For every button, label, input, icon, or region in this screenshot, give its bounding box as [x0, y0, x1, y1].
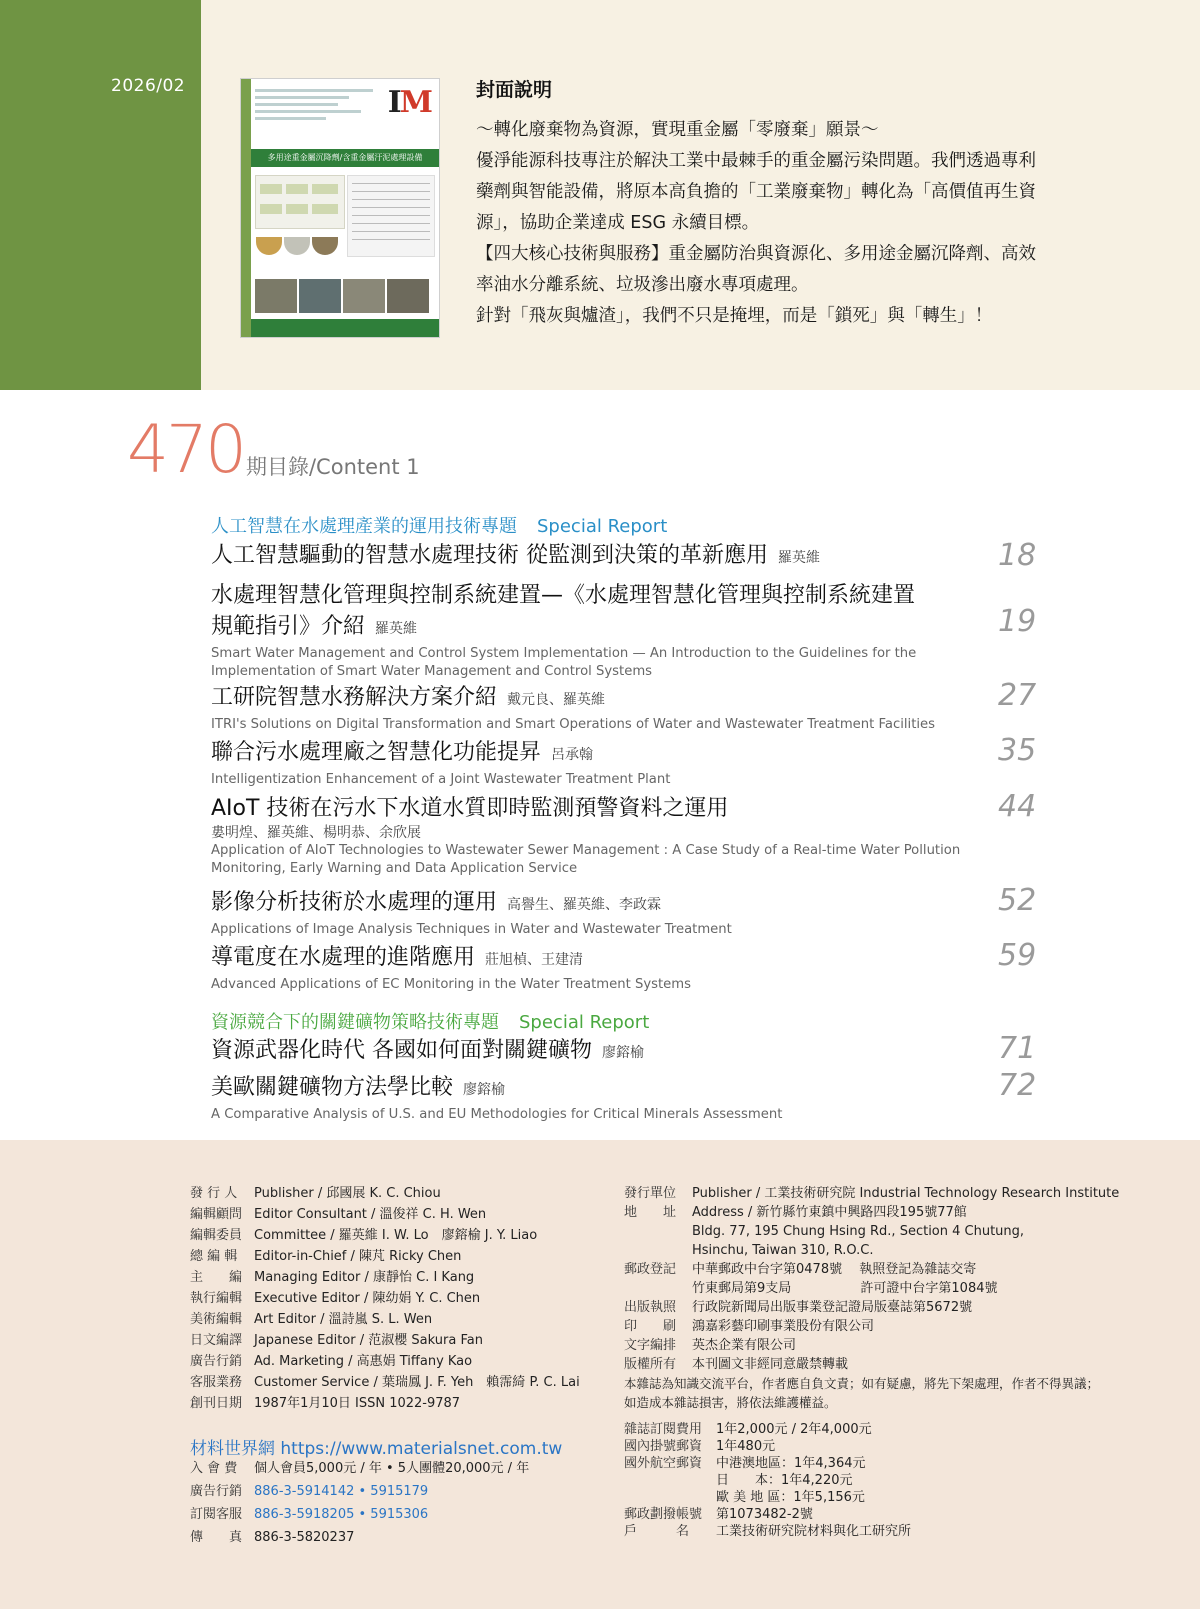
article-page-number[interactable]: 52	[998, 883, 1037, 918]
contact-row: 入 會 費 個人會員5,000元 / 年 • 5人團體20,000元 / 年	[190, 1461, 530, 1476]
article-title[interactable]: 規範指引》介紹	[211, 614, 366, 639]
staff-row: 日文編譯 Japanese Editor / 范淑櫻 Sakura Fan	[190, 1333, 483, 1348]
staff-row: 廣告行銷 Ad. Marketing / 高惠娟 Tiffany Kao	[190, 1354, 473, 1369]
article-english-title: Intelligentization Enhancement of a Joint Wastewater Treatment Plant	[211, 772, 671, 787]
staff-row: 發 行 人 Publisher / 邱國展 K. C. Chiou	[190, 1186, 441, 1201]
article-entry[interactable]	[211, 942, 971, 994]
article-authors: 戴元良、羅英維	[507, 692, 606, 708]
fee-row: 國外航空郵資 中港澳地區：1年4,364元	[624, 1456, 866, 1471]
fee-row: 雜誌訂閱費用 1年2,000元 / 2年4,000元	[624, 1422, 872, 1437]
article-entry[interactable]	[211, 540, 971, 574]
cover-spine	[241, 79, 251, 337]
contents-heading	[127, 411, 420, 488]
publisher-row: 發行單位 Publisher / 工業技術研究院 Industrial Technology Research Institute	[624, 1186, 1120, 1201]
article-entry[interactable]	[211, 887, 971, 939]
publisher-row: 文字編排 英杰企業有限公司	[624, 1338, 797, 1353]
issue-number: 470	[127, 411, 244, 488]
contact-row: 廣告行銷 886-3-5914142 • 5915179	[190, 1484, 429, 1499]
article-authors: 婁明煌、羅英維、楊明恭、余欣展	[211, 825, 421, 841]
article-authors: 廖鎔榆	[463, 1082, 506, 1098]
cover-logo: IM	[387, 85, 431, 120]
contact-row: 傳 真 886-3-5820237	[190, 1530, 355, 1545]
publisher-row: 竹東郵局第9支局 許可證中台字第1084號	[692, 1281, 998, 1296]
article-entry[interactable]	[211, 793, 971, 878]
cover-flow-diagram	[255, 175, 345, 229]
article-title[interactable]: 水處理智慧化管理與控制系統建置—《水處理智慧化管理與控制系統建置	[211, 583, 916, 608]
cover-desc-line: 源」，協助企業達成 ESG 永續目標。	[476, 213, 760, 233]
article-page-number[interactable]: 19	[998, 604, 1037, 639]
article-title[interactable]: 影像分析技術於水處理的運用	[211, 890, 498, 915]
article-page-number[interactable]: 35	[998, 733, 1037, 768]
article-authors: 呂承翰	[551, 747, 594, 763]
article-title[interactable]: AIoT 技術在污水下水道水質即時監測預警資料之運用	[211, 796, 729, 821]
fee-row: 歐 美 地 區：1年5,156元	[716, 1490, 865, 1505]
section-heading-ai-water: 人工智慧在水處理產業的運用技術專題 Special Report	[211, 516, 668, 537]
article-entry[interactable]	[211, 1035, 971, 1069]
website-link[interactable]: 材料世界網 https://www.materialsnet.com.tw	[190, 1439, 563, 1459]
cover-desc-line: ～轉化廢棄物為資源，實現重金屬「零廢棄」願景～	[476, 120, 879, 140]
publisher-row: Hsinchu, Taiwan 310, R.O.C.	[692, 1243, 874, 1258]
publisher-row: 出版執照 行政院新聞局出版事業登記證局版臺誌第5672號	[624, 1300, 973, 1315]
cover-description	[476, 115, 1136, 332]
article-english-title: ITRI's Solutions on Digital Transformation and Smart Operations of Water and Wastewater Treatment Facilities	[211, 717, 936, 732]
disclaimer-line: 如造成本雜誌損害，將依法維護權益。	[624, 1395, 837, 1410]
publisher-row: 版權所有 本刊圖文非經同意嚴禁轉載	[624, 1357, 849, 1372]
article-english-title: Application of AIoT Technologies to Wastewater Sewer Management : A Case Study of a Real-time Water Pollution	[211, 843, 961, 858]
contents-label: 期目錄/Content 1	[245, 455, 420, 479]
article-entry[interactable]	[211, 580, 971, 681]
article-title[interactable]: 人工智慧驅動的智慧水處理技術 從監測到決策的革新應用	[211, 543, 768, 568]
disclaimer-line: 本雜誌為知識交流平台，作者應自負文責；如有疑慮，將先下架處理，作者不得異議；	[624, 1376, 1100, 1391]
issue-date: 2026/02	[111, 76, 186, 96]
cover-desc-line: 針對「飛灰與爐渣」，我們不只是掩埋，而是「鎖死」與「轉生」！	[476, 306, 993, 326]
article-page-number[interactable]: 44	[998, 789, 1037, 824]
staff-row: 創刊日期 1987年1月10日 ISSN 1022-9787	[190, 1396, 461, 1411]
cover-desc-line: 【四大核心技術與服務】重金屬防治與資源化、多用途金屬沉降劑、高效	[476, 244, 1036, 264]
article-english-title: Applications of Image Analysis Techniques in Water and Wastewater Treatment	[211, 922, 732, 937]
fee-row: 戶 名 工業技術研究院材料與化工研究所	[624, 1524, 912, 1539]
cover-info-band	[0, 0, 1200, 390]
article-authors: 廖鎔榆	[602, 1045, 644, 1061]
article-title[interactable]: 工研院智慧水務解決方案介紹	[211, 685, 498, 710]
cover-data-table	[347, 175, 435, 257]
article-entry[interactable]	[211, 682, 971, 734]
cover-header-text	[255, 85, 373, 143]
cover-photos	[255, 279, 435, 313]
staff-row: 客服業務 Customer Service / 葉瑞鳳 J. F. Yeh 賴霈綺 P. C. Lai	[190, 1375, 580, 1390]
article-page-number[interactable]: 59	[998, 938, 1037, 973]
article-title[interactable]: 資源武器化時代 各國如何面對關鍵礦物	[211, 1038, 592, 1063]
fee-row: 日 本：1年4,220元	[716, 1473, 853, 1488]
cover-sample-bowls	[255, 233, 343, 263]
cover-footer-band	[251, 319, 439, 337]
cover-desc-line: 藥劑與智能設備，將原本高負擔的「工業廢棄物」轉化為「高價值再生資	[476, 182, 1036, 202]
staff-row: 主 編 Managing Editor / 康靜怡 C. I Kang	[190, 1270, 475, 1285]
article-authors: 莊旭楨、王建清	[485, 952, 584, 968]
staff-row: 美術編輯 Art Editor / 溫詩嵐 S. L. Wen	[190, 1312, 433, 1327]
staff-row: 編輯委員 Committee / 羅英維 I. W. Lo 廖鎔榆 J. Y. Liao	[190, 1228, 538, 1243]
publisher-row: 印 刷 鴻嘉彩藝印刷事業股份有限公司	[624, 1319, 875, 1334]
publisher-row: Bldg. 77, 195 Chung Hsing Rd., Section 4 Chutung,	[692, 1224, 1025, 1239]
article-english-title: Monitoring, Early Warning and Data Application Service	[211, 861, 578, 876]
green-sidebar	[0, 0, 201, 390]
staff-row: 總 編 輯 Editor-in-Chief / 陳芃 Ricky Chen	[190, 1249, 462, 1264]
article-title[interactable]: 美歐關鍵礦物方法學比較	[211, 1075, 454, 1100]
staff-row: 編輯顧問 Editor Consultant / 溫俊祥 C. H. Wen	[190, 1207, 487, 1222]
fee-row: 郵政劃撥帳號 第1073482-2號	[624, 1507, 813, 1522]
cover-desc-line: 優淨能源科技專注於解決工業中最棘手的重金屬污染問題。我們透過專利	[476, 151, 1036, 171]
article-page-number[interactable]: 71	[998, 1031, 1037, 1066]
article-entry[interactable]	[211, 1072, 971, 1124]
article-english-title: Smart Water Management and Control System Implementation — An Introduction to the Guidelines for the	[211, 646, 917, 661]
article-authors: 羅英維	[778, 550, 820, 566]
article-page-number[interactable]: 72	[998, 1068, 1037, 1103]
fee-row: 國內掛號郵資 1年480元	[624, 1439, 776, 1454]
cover-desc-line: 率油水分離系統、垃圾滲出廢水專項處理。	[476, 275, 809, 295]
article-title[interactable]: 導電度在水處理的進階應用	[211, 945, 476, 970]
staff-row: 執行編輯 Executive Editor / 陳幼娟 Y. C. Chen	[190, 1291, 481, 1306]
masthead	[0, 1140, 1200, 1609]
section-heading-critical-minerals: 資源競合下的關鍵礦物策略技術專題 Special Report	[211, 1012, 650, 1033]
article-authors: 羅英維	[375, 621, 418, 637]
article-authors: 高譽生、羅英維、李政霖	[507, 897, 662, 913]
article-entry[interactable]	[211, 737, 971, 789]
publisher-row: 地 址 Address / 新竹縣竹東鎮中興路四段195號77館	[624, 1205, 967, 1220]
contact-row: 訂閱客服 886-3-5918205 • 5915306	[190, 1507, 429, 1522]
article-english-title: A Comparative Analysis of U.S. and EU Methodologies for Critical Minerals Assessment	[211, 1107, 783, 1122]
article-title[interactable]: 聯合污水處理廠之智慧化功能提昇	[211, 740, 542, 765]
publisher-row: 郵政登記 中華郵政中台字第0478號 執照登記為雜誌交寄	[624, 1262, 977, 1277]
cover-description-title: 封面說明	[476, 79, 553, 101]
article-page-number[interactable]: 18	[998, 538, 1037, 573]
article-english-title: Advanced Applications of EC Monitoring in the Water Treatment Systems	[211, 977, 691, 992]
cover-thumbnail[interactable]	[240, 78, 440, 338]
cover-band-title: 多用途重金屬沉降劑/含重金屬汙泥處理設備	[251, 149, 439, 167]
article-page-number[interactable]: 27	[998, 678, 1037, 713]
article-english-title: Implementation of Smart Water Management and Control Systems	[211, 664, 653, 679]
